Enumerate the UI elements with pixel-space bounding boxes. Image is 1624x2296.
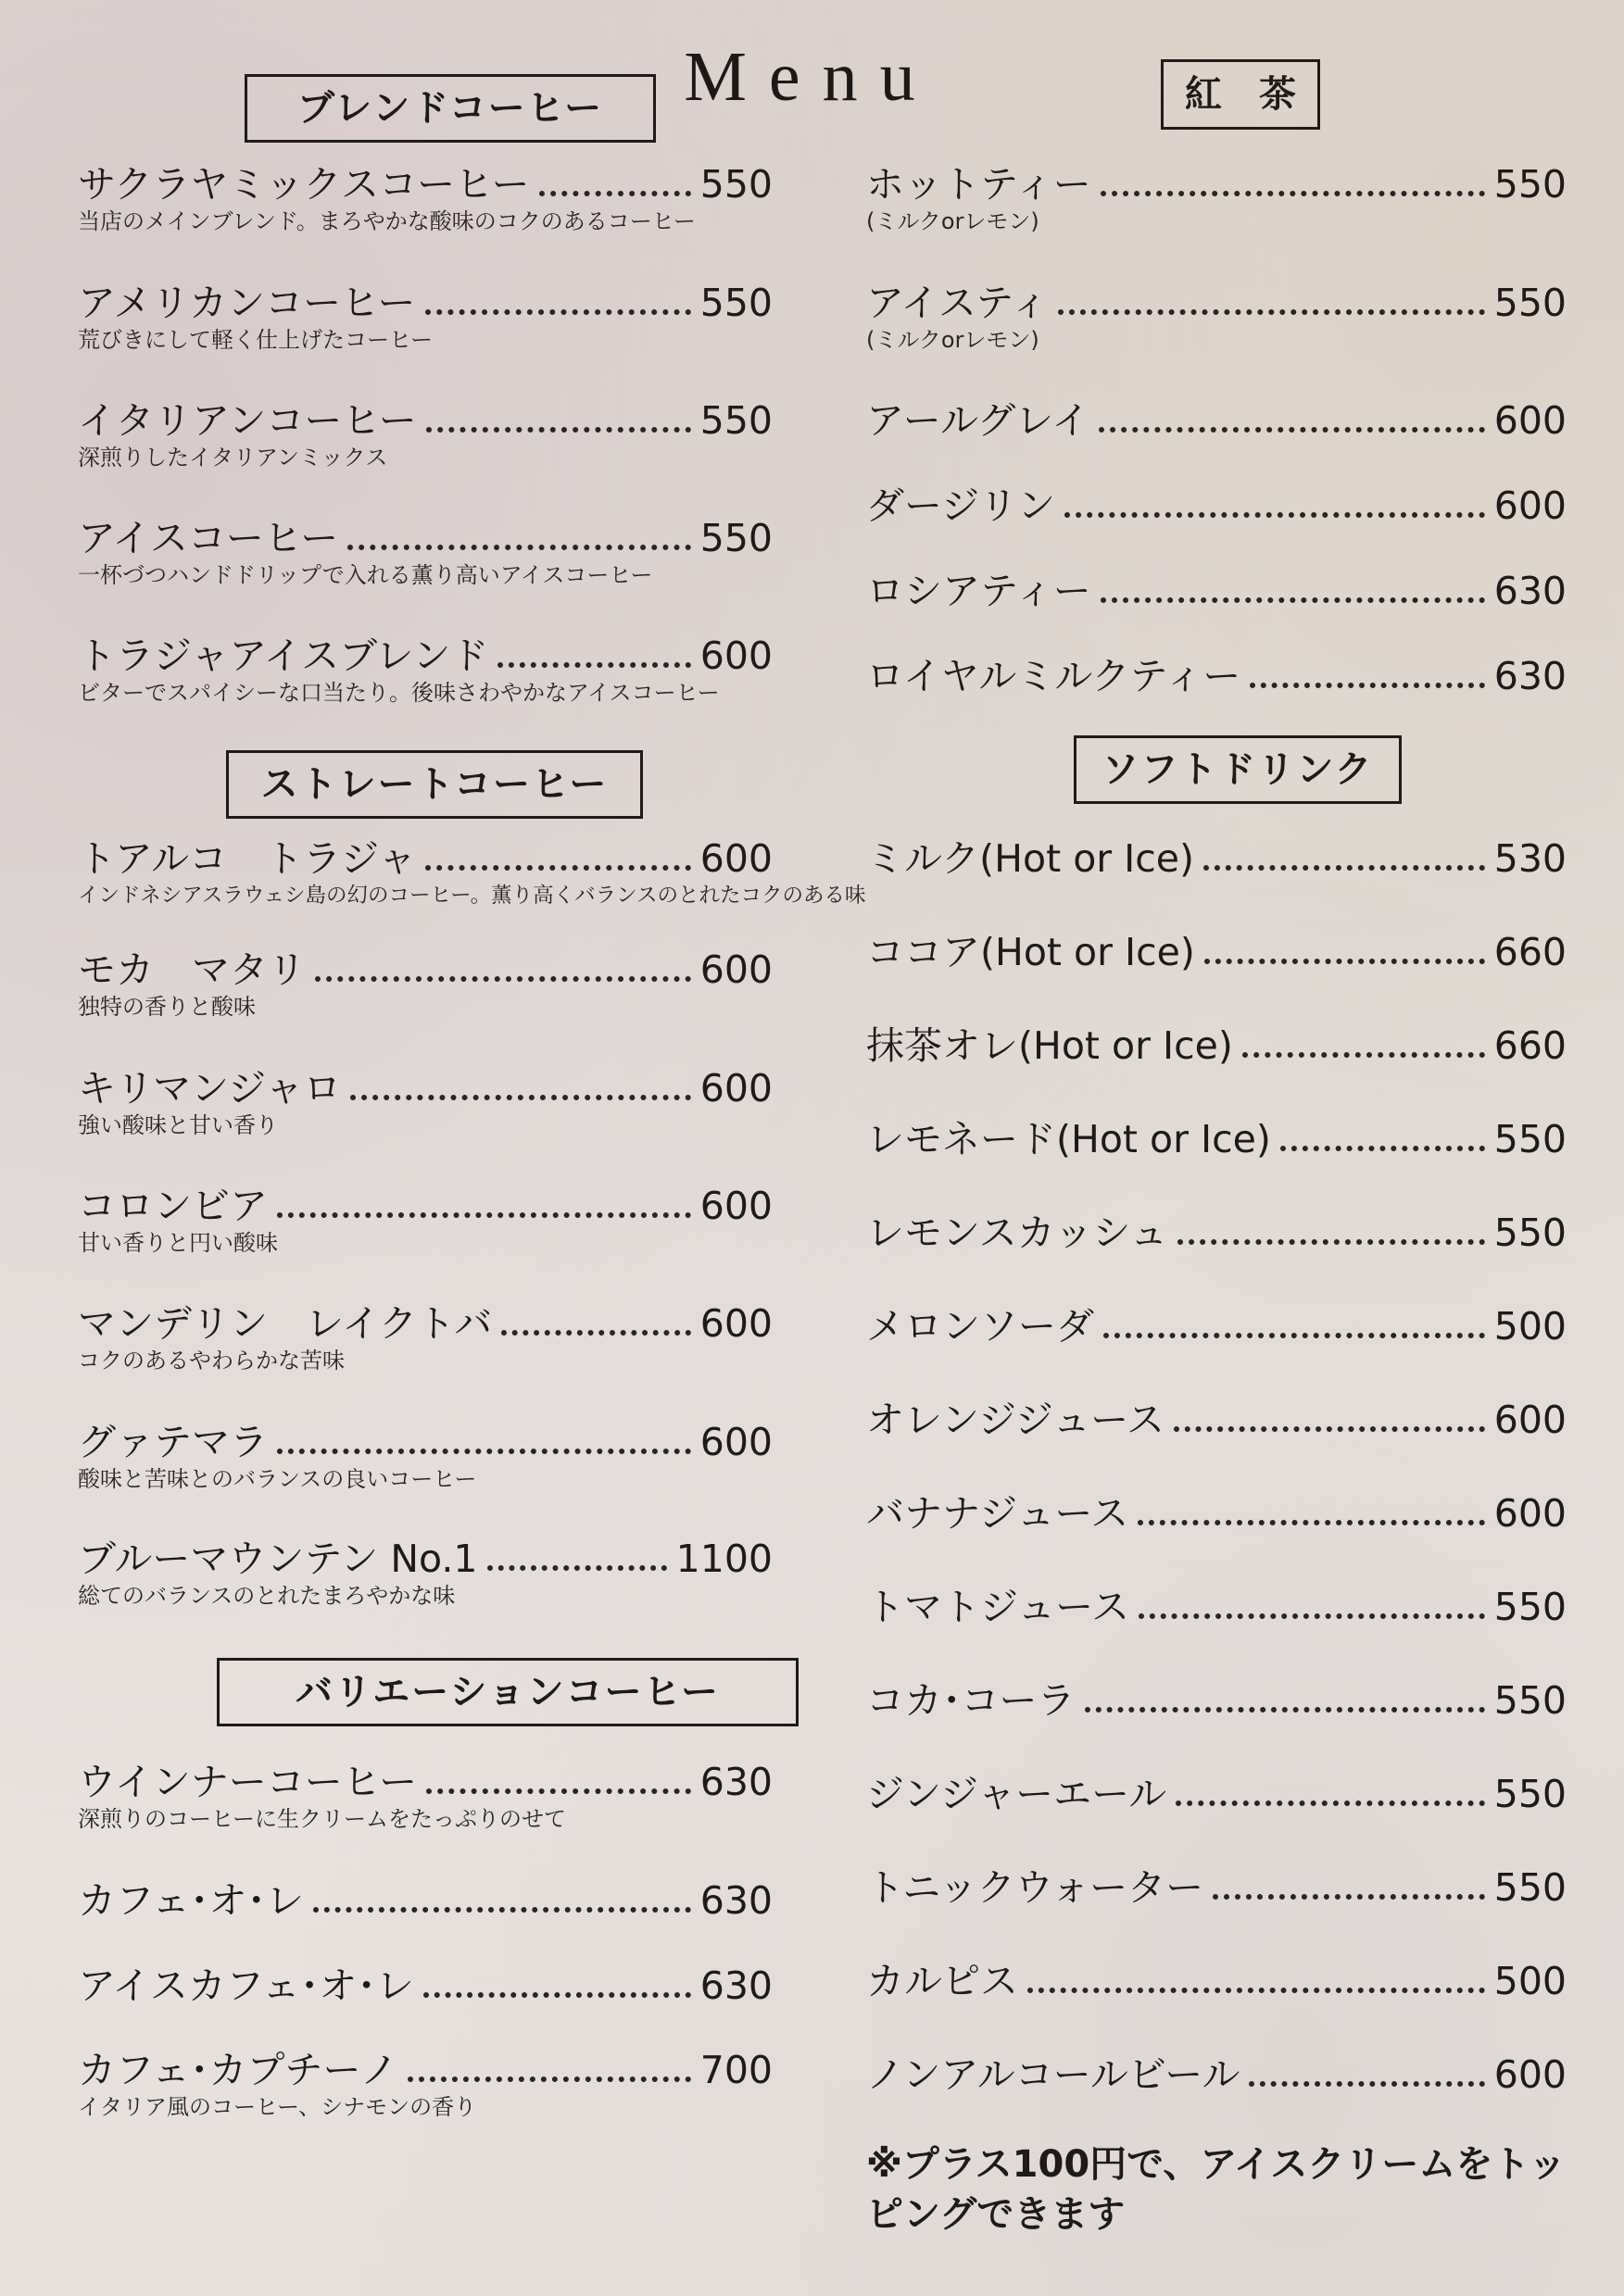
leader-dots bbox=[1203, 865, 1485, 871]
item-name: ロイヤルミルクティー bbox=[866, 654, 1241, 698]
item-price: 550 bbox=[699, 398, 773, 443]
section-heading-straight: ストレートコーヒー bbox=[226, 750, 643, 819]
menu-item bbox=[78, 513, 773, 589]
item-price: 600 bbox=[699, 1184, 773, 1228]
item-price: 630 bbox=[699, 1760, 773, 1804]
item-description: 当店のメインブレンド。まろやかな酸味のコクのあるコーヒー bbox=[78, 208, 696, 234]
leader-dots bbox=[277, 1449, 691, 1454]
item-price: 550 bbox=[1493, 1865, 1567, 1910]
item-name: ブルーマウンテン No.1 bbox=[78, 1537, 478, 1581]
leader-dots bbox=[277, 1212, 691, 1218]
item-name: アイスティ bbox=[866, 281, 1049, 325]
leader-dots bbox=[539, 191, 691, 196]
leader-dots bbox=[501, 1330, 690, 1336]
item-price: 550 bbox=[699, 281, 773, 325]
item-price: 660 bbox=[1493, 930, 1567, 974]
leader-dots bbox=[313, 1907, 691, 1913]
item-description: インドネシアスラウェシ島の幻のコーヒー。薫り高くバランスのとれたコクのある味 bbox=[78, 884, 866, 908]
menu-item bbox=[78, 1299, 773, 1374]
menu-item bbox=[78, 1961, 773, 2011]
item-name: トニックウォーター bbox=[866, 1865, 1204, 1910]
menu-item bbox=[78, 1757, 773, 1833]
item-name: バナナジュース bbox=[866, 1491, 1129, 1536]
item-name: コロンビア bbox=[78, 1184, 268, 1228]
menu-item bbox=[866, 1488, 1567, 1538]
item-price: 500 bbox=[1493, 1959, 1567, 2003]
leader-dots bbox=[1099, 427, 1485, 433]
leader-dots bbox=[1101, 597, 1485, 603]
item-price: 550 bbox=[1493, 1211, 1567, 1255]
item-name: ロシアティー bbox=[866, 569, 1091, 613]
item-name: モカ マタリ bbox=[78, 947, 306, 992]
leader-dots bbox=[1204, 959, 1485, 964]
item-description: (ミルクorレモン) bbox=[866, 208, 1039, 234]
menu-item bbox=[78, 945, 773, 1021]
menu-item bbox=[78, 631, 773, 707]
item-name: アイスコーヒー bbox=[78, 516, 339, 560]
item-name: ミルク(Hot or Ice) bbox=[866, 836, 1195, 881]
menu-item bbox=[78, 834, 866, 910]
item-name: ホットティー bbox=[866, 162, 1091, 207]
item-name: カルピス bbox=[866, 1959, 1018, 2003]
item-price: 700 bbox=[699, 2048, 773, 2092]
leader-dots bbox=[425, 865, 690, 871]
leader-dots bbox=[347, 545, 690, 550]
menu-item bbox=[866, 1301, 1567, 1351]
menu-item bbox=[78, 1063, 773, 1139]
item-name: コカ･コーラ bbox=[866, 1678, 1076, 1723]
leader-dots bbox=[497, 662, 690, 668]
item-description: 深煎りのコーヒーに生クリームをたっぷりのせて bbox=[78, 1806, 567, 1832]
item-price: 530 bbox=[1493, 836, 1567, 881]
item-name: ノンアルコールビール bbox=[866, 2052, 1240, 2097]
leader-dots bbox=[1027, 1988, 1485, 1993]
item-name: レモネード(Hot or Ice) bbox=[866, 1117, 1271, 1161]
item-price: 600 bbox=[699, 1420, 773, 1464]
item-name: メロンソーダ bbox=[866, 1304, 1094, 1349]
leader-dots bbox=[1064, 512, 1485, 518]
menu-item bbox=[78, 1417, 773, 1493]
menu-item bbox=[866, 1956, 1567, 2006]
menu-item bbox=[78, 1181, 773, 1257]
leader-dots bbox=[1103, 1333, 1485, 1338]
item-price: 600 bbox=[699, 1066, 773, 1110]
item-description: 荒びきにして軽く仕上げたコーヒー bbox=[78, 327, 434, 353]
topping-note: ※プラス100円で、アイスクリームをトッピングできます bbox=[866, 2143, 1567, 2236]
item-price: 550 bbox=[1493, 1678, 1567, 1723]
item-price: 630 bbox=[1493, 569, 1567, 613]
section-heading-blend: ブレンドコーヒー bbox=[245, 74, 656, 143]
menu-title: Menu bbox=[684, 38, 938, 116]
item-price: 550 bbox=[1493, 1772, 1567, 1816]
leader-dots bbox=[1058, 309, 1485, 315]
item-price: 630 bbox=[1493, 654, 1567, 698]
leader-dots bbox=[1177, 1239, 1485, 1245]
item-name: トラジャアイスブレンド bbox=[78, 634, 489, 678]
menu-item bbox=[866, 1769, 1567, 1819]
item-price: 550 bbox=[699, 162, 773, 207]
leader-dots bbox=[1174, 1426, 1485, 1432]
item-price: 630 bbox=[699, 1878, 773, 1923]
item-price: 660 bbox=[1493, 1023, 1567, 1068]
item-price: 600 bbox=[1493, 1398, 1567, 1442]
item-name: マンデリン レイクトバ bbox=[78, 1301, 493, 1346]
leader-dots bbox=[1101, 191, 1485, 196]
item-price: 550 bbox=[1493, 281, 1567, 325]
item-price: 600 bbox=[1493, 398, 1567, 443]
item-name: オレンジジュース bbox=[866, 1398, 1165, 1442]
leader-dots bbox=[487, 1565, 667, 1571]
menu-item bbox=[78, 1876, 773, 1926]
item-name: アイスカフェ･オ･レ bbox=[78, 1964, 414, 2008]
item-name: ジンジャーエール bbox=[866, 1772, 1167, 1816]
menu-item bbox=[866, 1208, 1567, 1258]
item-price: 1100 bbox=[675, 1537, 773, 1581]
menu-item bbox=[866, 927, 1567, 977]
item-name: カフェ･カプチーノ bbox=[78, 2048, 398, 2092]
item-price: 600 bbox=[1493, 1491, 1567, 1536]
item-name: レモンスカッシュ bbox=[866, 1211, 1168, 1255]
item-price: 600 bbox=[699, 1301, 773, 1346]
leader-dots bbox=[1085, 1707, 1485, 1713]
menu-item bbox=[78, 395, 773, 471]
item-name: アメリカンコーヒー bbox=[78, 281, 416, 325]
leader-dots bbox=[1242, 1052, 1485, 1058]
leader-dots bbox=[426, 427, 691, 433]
item-description: 強い酸味と甘い香り bbox=[78, 1112, 278, 1138]
menu-item bbox=[866, 2050, 1567, 2100]
item-description: 甘い香りと円い酸味 bbox=[78, 1230, 278, 1256]
item-description: コクのあるやわらかな苦味 bbox=[78, 1348, 345, 1374]
item-name: トマトジュース bbox=[866, 1585, 1130, 1629]
item-price: 600 bbox=[699, 634, 773, 678]
menu-item bbox=[866, 566, 1567, 616]
menu-item bbox=[866, 481, 1567, 531]
menu-item bbox=[866, 1863, 1567, 1913]
item-price: 550 bbox=[1493, 1117, 1567, 1161]
item-price: 630 bbox=[699, 1964, 773, 2008]
menu-item bbox=[866, 159, 1567, 235]
item-price: 600 bbox=[1493, 2052, 1567, 2097]
leader-dots bbox=[1139, 1613, 1485, 1619]
item-name: カフェ･オ･レ bbox=[78, 1878, 304, 1923]
leader-dots bbox=[1280, 1146, 1485, 1151]
menu-item bbox=[866, 278, 1567, 354]
leader-dots bbox=[425, 309, 691, 315]
leader-dots bbox=[426, 1788, 691, 1794]
item-price: 500 bbox=[1493, 1304, 1567, 1349]
item-description: ビターでスパイシーな口当たり。後味さわやかなアイスコーヒー bbox=[78, 680, 720, 706]
item-name: グァテマラ bbox=[78, 1420, 268, 1464]
item-price: 600 bbox=[1493, 483, 1567, 528]
section-heading-soft: ソフトドリンク bbox=[1074, 735, 1402, 804]
item-price: 550 bbox=[1493, 162, 1567, 207]
menu-item bbox=[866, 834, 1567, 884]
leader-dots bbox=[1138, 1520, 1484, 1525]
item-name: ココア(Hot or Ice) bbox=[866, 930, 1195, 974]
section-heading-tea: 紅 茶 bbox=[1161, 59, 1320, 130]
menu-item bbox=[866, 1021, 1567, 1071]
item-description: イタリア風のコーヒー、シナモンの香り bbox=[78, 2094, 477, 2120]
menu-item bbox=[866, 1395, 1567, 1445]
item-name: ダージリン bbox=[866, 483, 1056, 528]
leader-dots bbox=[423, 1992, 691, 1998]
leader-dots bbox=[1213, 1894, 1485, 1900]
item-name: イタリアンコーヒー bbox=[78, 398, 417, 443]
item-description: 一杯づつハンドドリップで入れる薫り高いアイスコーヒー bbox=[78, 562, 653, 588]
item-description: (ミルクorレモン) bbox=[866, 327, 1039, 353]
item-name: キリマンジャロ bbox=[78, 1066, 342, 1110]
leader-dots bbox=[315, 976, 691, 982]
item-description: 総てのバランスのとれたまろやかな味 bbox=[78, 1583, 456, 1609]
leader-dots bbox=[1250, 683, 1484, 688]
menu-item bbox=[866, 1582, 1567, 1632]
item-name: サクラヤミックスコーヒー bbox=[78, 162, 530, 207]
item-description: 深煎りしたイタリアンミックス bbox=[78, 445, 388, 470]
item-price: 550 bbox=[699, 516, 773, 560]
leader-dots bbox=[350, 1095, 690, 1100]
leader-dots bbox=[1176, 1800, 1484, 1806]
leader-dots bbox=[1249, 2081, 1484, 2087]
menu-item bbox=[866, 395, 1567, 445]
menu-item bbox=[78, 159, 773, 235]
item-name: トアルコ トラジャ bbox=[78, 836, 417, 881]
item-description: 独特の香りと酸味 bbox=[78, 994, 256, 1020]
item-name: 抹茶オレ(Hot or Ice) bbox=[866, 1023, 1233, 1068]
item-price: 600 bbox=[699, 947, 773, 992]
section-heading-variation: バリエーションコーヒー bbox=[217, 1658, 799, 1726]
item-description: 酸味と苦味とのバランスの良いコーヒー bbox=[78, 1466, 477, 1492]
leader-dots bbox=[408, 2076, 691, 2082]
menu-item bbox=[866, 651, 1567, 701]
menu-item bbox=[78, 278, 773, 354]
item-name: アールグレイ bbox=[866, 398, 1090, 443]
menu-item bbox=[866, 1675, 1567, 1725]
item-price: 600 bbox=[699, 836, 773, 881]
menu-item bbox=[866, 1114, 1567, 1164]
menu-item bbox=[78, 1534, 773, 1610]
item-name: ウインナーコーヒー bbox=[78, 1760, 418, 1804]
item-price: 550 bbox=[1493, 1585, 1567, 1629]
menu-item bbox=[78, 2045, 773, 2121]
